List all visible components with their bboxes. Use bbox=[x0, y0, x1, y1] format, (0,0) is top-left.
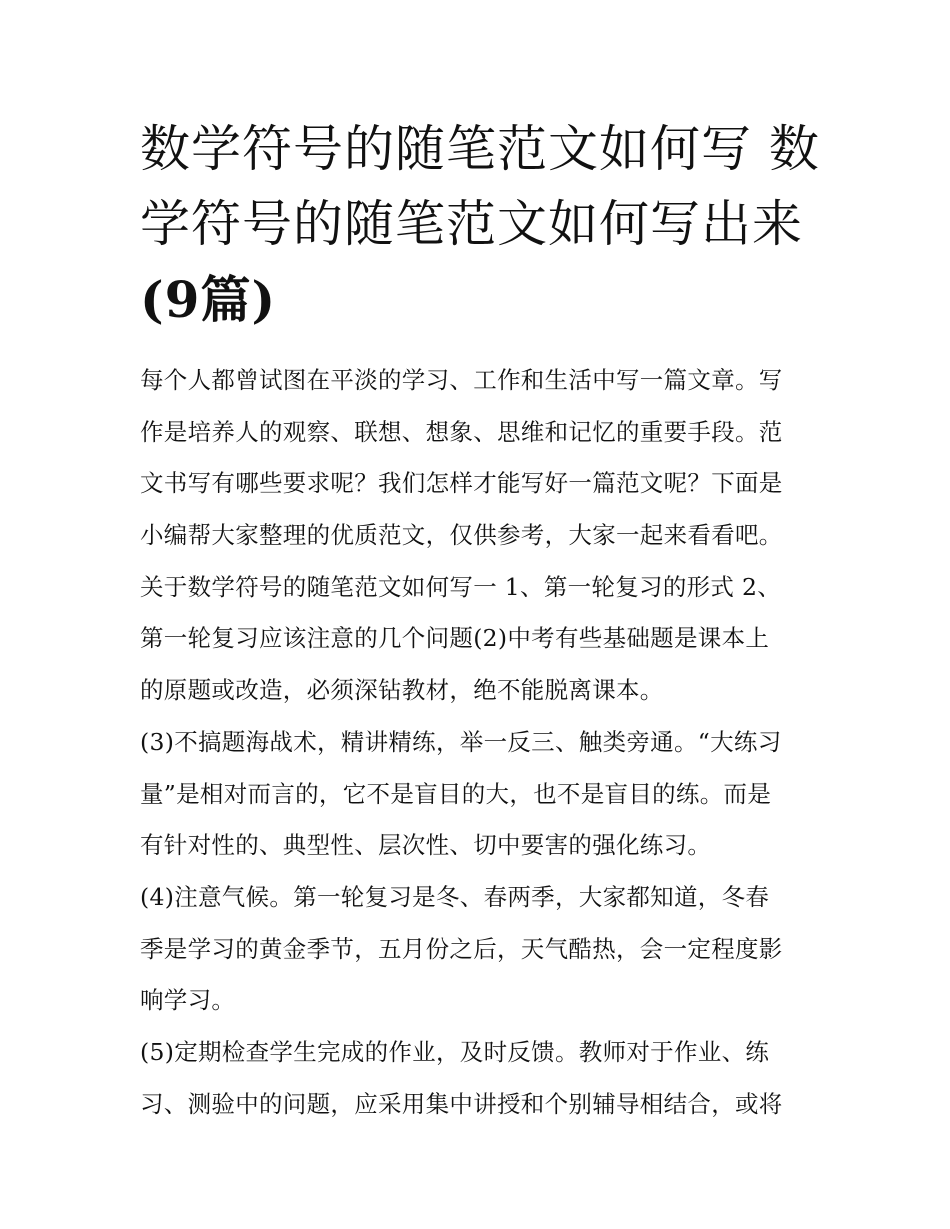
body-line: 响学习。 bbox=[140, 986, 236, 1015]
body-line: (4)注意气候。第一轮复习是冬、春两季，大家都知道，冬春 bbox=[140, 882, 770, 911]
body-line: 第一轮复习应该注意的几个问题(2)中考有些基础题是课本上 bbox=[140, 624, 770, 653]
body-line: 习、测验中的问题，应采用集中讲授和个别辅导相结合，或将 bbox=[140, 1089, 783, 1118]
document-title bbox=[140, 112, 820, 337]
body-line: 每个人都曾试图在平淡的学习、工作和生活中写一篇文章。写 bbox=[140, 366, 783, 394]
title-line: 数学符号的随笔范文如何写 数 bbox=[140, 120, 820, 178]
body-line: 作是培养人的观察、联想、想象、思维和记忆的重要手段。范 bbox=[140, 417, 783, 446]
body-line: 文书写有哪些要求呢？我们怎样才能写好一篇范文呢？下面是 bbox=[140, 469, 783, 498]
body-line: 有针对性的、典型性、层次性、切中要害的强化练习。 bbox=[140, 831, 712, 860]
body-line: 的原题或改造，必须深钻教材，绝不能脱离课本。 bbox=[140, 676, 664, 705]
body-line: 季是学习的黄金季节，五月份之后，天气酷热，会一定程度影 bbox=[140, 934, 783, 963]
body-line: 量”是相对而言的，它不是盲目的大，也不是盲目的练。而是 bbox=[140, 779, 772, 808]
body-line: 小编帮大家整理的优质范文，仅供参考，大家一起来看看吧。 bbox=[140, 521, 783, 550]
body-line: 关于数学符号的随笔范文如何写一 1、第一轮复习的形式 2、 bbox=[140, 572, 782, 601]
title-line: 学符号的随笔范文如何写出来 bbox=[140, 195, 803, 253]
document-body bbox=[140, 360, 830, 1135]
body-line: (5)定期检查学生完成的作业，及时反馈。教师对于作业、练 bbox=[140, 1037, 770, 1066]
title-line: (9篇) bbox=[140, 270, 277, 329]
body-line: (3)不搞题海战术，精讲精练，举一反三、触类旁通。“大练习 bbox=[140, 727, 782, 756]
